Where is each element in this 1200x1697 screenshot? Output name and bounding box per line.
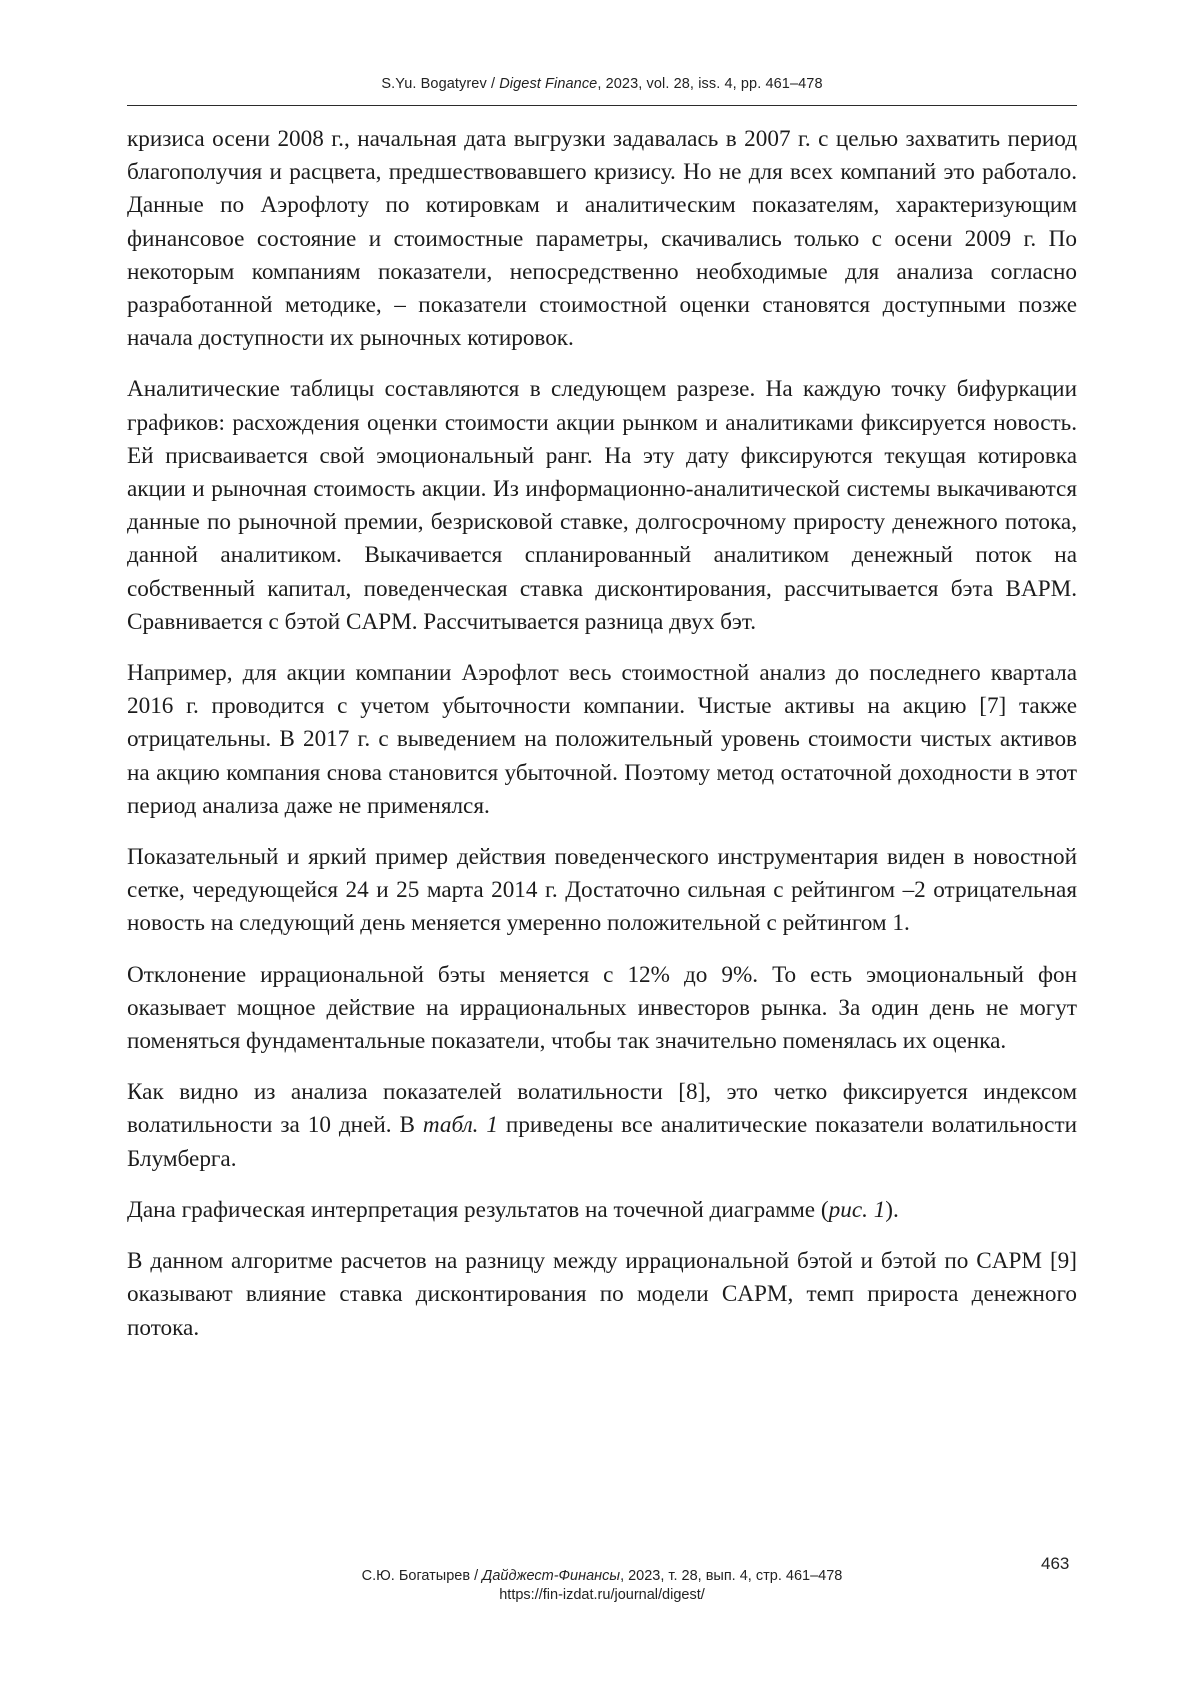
table-reference[interactable]: табл. 1 xyxy=(422,1112,498,1139)
header-rule xyxy=(127,105,1077,106)
paragraph-7-text-b: ). xyxy=(885,1196,899,1223)
paragraph-5: Отклонение иррациональной бэты меняется с 12% до 9%. То есть эмоциональный фон оказывает мощное действие на иррациональных инвесторов рынка. За один день не могут поменяться фундаментальные показатели, чтобы так значительно поменялась их оценка. xyxy=(127,961,1077,1055)
article-body xyxy=(127,123,1077,1363)
footer-authors: С.Ю. Богатырев / xyxy=(361,1568,483,1584)
paragraph-6-text-b: приведены все аналитические показатели волатильности Блумберга. xyxy=(127,1112,1077,1172)
footer-citation xyxy=(127,1567,1077,1586)
paragraph-2: Аналитические таблицы составляются в следующем разрезе. На каждую точку бифуркации графиков: расхождения оценки стоимости акции рынком и аналитиками фиксируется новость. Ей присваивается свой эмоциональный ранг. На эту дату фиксируются текущая котировка акции и рыночная стоимость акции. Из информационно-аналитической системы выкачиваются данные по рыночной премии, безрисковой ставке, долгосрочному приросту денежного потока, данной аналитиком. Выкачивается спланированный аналитиком денежный поток на собственный капитал, поведенческая ставка дисконтирования, рассчитывается бэта BAPM. Сравнивается с бэтой CAPM. Рассчитывается разница двух бэт. xyxy=(127,376,1077,635)
paragraph-1: кризиса осени 2008 г., начальная дата выгрузки задавалась в 2007 г. с целью захватить период благополучия и расцвета, предшествовавшего кризису. Но не для всех компаний это работало. Данные по Аэрофлоту по котировкам и аналитическим показателям, характеризующим финансовое состояние и стоимостные параметры, скачивались только с осени 2009 г. По некоторым компаниям показатели, непосредственно необходимые для анализа согласно разработанной методике, – показатели стоимостной оценки становятся доступными позже начала доступности их рыночных котировок. xyxy=(127,126,1077,352)
paragraph-7 xyxy=(127,1194,1077,1227)
figure-reference[interactable]: рис. 1 xyxy=(828,1196,886,1223)
header-details: , 2023, vol. 28, iss. 4, pp. 461–478 xyxy=(597,76,823,92)
page-number: 463 xyxy=(1041,1554,1070,1573)
paragraph-4: Показательный и яркий пример действия поведенческого инструментария виден в новостной сетке, чередующейся 24 и 25 марта 2014 г. Достаточно сильная с рейтингом –2 отрицательная новость на следующий день меняется умеренно положительной с рейтингом 1. xyxy=(127,844,1077,937)
running-header xyxy=(127,76,1077,92)
header-journal: Digest Finance xyxy=(499,76,598,92)
header-authors: S.Yu. Bogatyrev / xyxy=(381,76,500,92)
paragraph-3: Например, для акции компании Аэрофлот весь стоимостной анализ до последнего квартала 2016 г. проводится с учетом убыточности компании. Чистые активы на акцию [7] также отрицательны. В 2017 г. с выведением на положительный уровень стоимости чистых активов на акцию компания снова становится убыточной. Поэтому метод остаточной доходности в этот период анализа даже не применялся. xyxy=(127,660,1077,819)
paragraph-7-text-a: Дана графическая интерпретация результатов на точечной диаграмме ( xyxy=(127,1196,829,1223)
paragraph-8: В данном алгоритме расчетов на разницу между иррациональной бэтой и бэтой по CAPM [9] оказывают влияние ставка дисконтирования по модели CAPM, темп прироста денежного потока. xyxy=(127,1248,1077,1341)
paragraph-6 xyxy=(127,1076,1077,1176)
running-footer xyxy=(127,1567,1077,1605)
footer-journal: Дайджест-Финансы xyxy=(482,1568,621,1584)
paragraph-6-text-a: Как видно из анализа показателей волатильности [8], это четко фиксируется индексом волатильности за 10 дней. В xyxy=(127,1079,1077,1139)
footer-url[interactable]: https://fin-izdat.ru/journal/digest/ xyxy=(499,1587,705,1603)
footer-details: , 2023, т. 28, вып. 4, стр. 461–478 xyxy=(620,1568,843,1584)
